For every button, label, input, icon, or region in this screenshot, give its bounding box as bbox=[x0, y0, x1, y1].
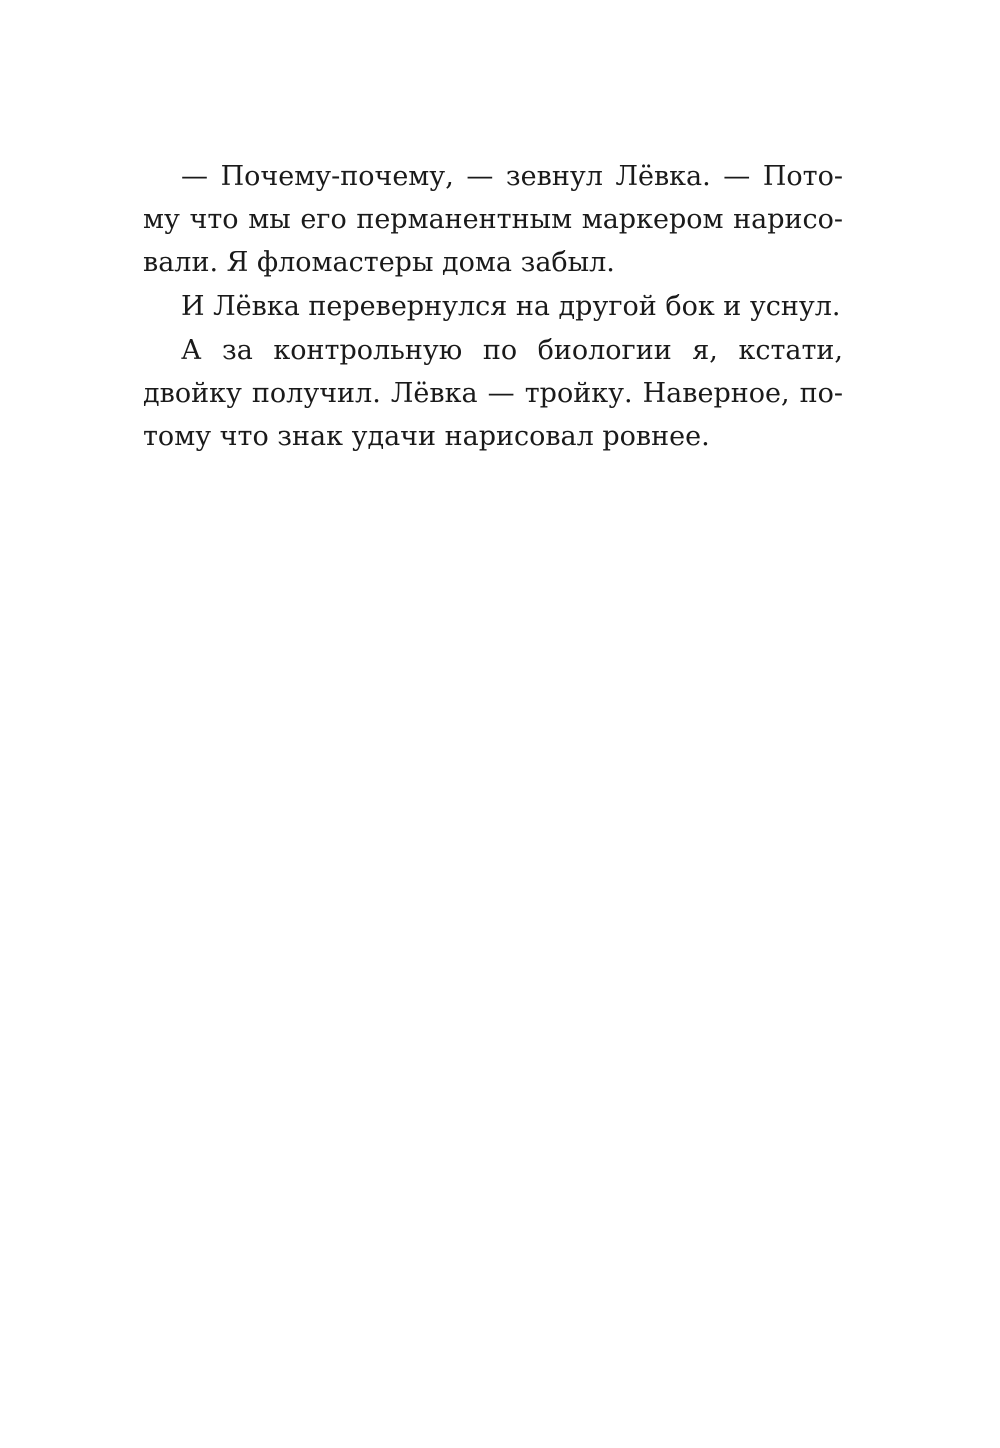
text-line: вали. Я фломастеры дома забыл. bbox=[143, 247, 615, 278]
paragraph-3 bbox=[143, 329, 843, 458]
paragraph-2 bbox=[143, 285, 843, 328]
page-text bbox=[143, 155, 843, 459]
text-line: му что мы его перманентным маркером нарисо- bbox=[143, 204, 843, 235]
text-line: И Лёвка перевернулся на другой бок и уснул. bbox=[181, 291, 841, 322]
text-line: А за контрольную по биологии я, кстати, bbox=[181, 335, 843, 366]
paragraph-1 bbox=[143, 155, 843, 284]
text-line: — Почему-почему, — зевнул Лёвка. — Пото- bbox=[181, 161, 843, 192]
text-line: тому что знак удачи нарисовал ровнее. bbox=[143, 421, 710, 452]
text-line: двойку получил. Лёвка — тройку. Наверное, по- bbox=[143, 378, 843, 409]
